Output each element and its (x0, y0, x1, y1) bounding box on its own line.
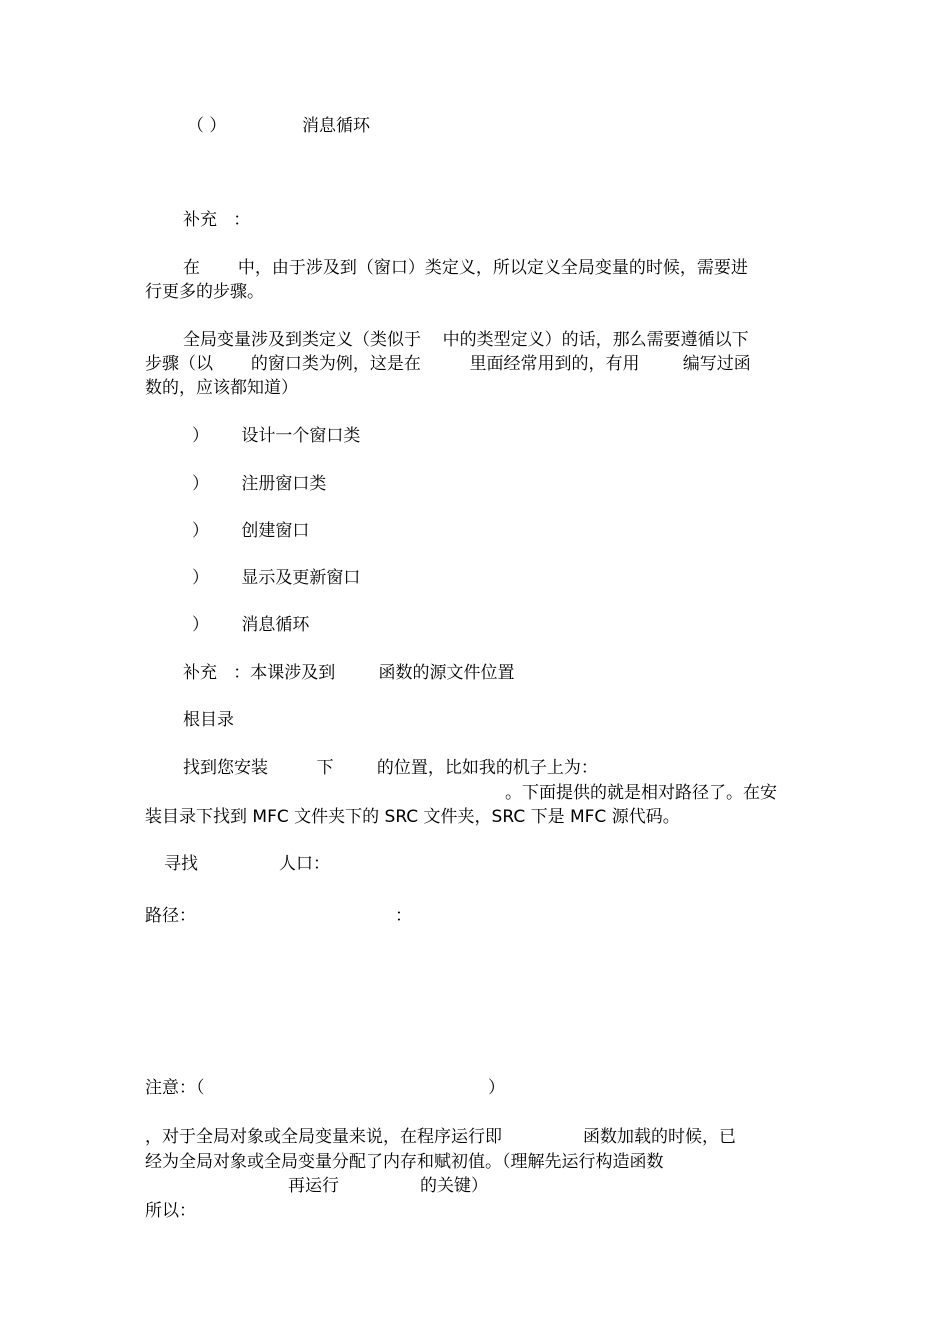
path-colon: ： (395, 906, 412, 926)
find-entry-label: 寻找 人口： (164, 854, 331, 874)
note-label: 注意：（ (145, 1078, 205, 1098)
step-item: ） 创建窗口 (192, 521, 310, 541)
paragraph-1-line-2: 行更多的步骤。 (145, 282, 264, 302)
step-item: ） 设计一个窗口类 (192, 426, 361, 446)
supplement-label: 补充 ： (183, 210, 251, 230)
step-item: ） 注册窗口类 (192, 474, 327, 494)
step-item: ） 消息循环 (192, 615, 310, 635)
paragraph-2-line-2: 步骤（以 的窗口类为例，这是在 里面经常用到的，有用 编写过函 (145, 354, 751, 374)
root-directory-label: 根目录 (183, 710, 234, 730)
note-paragraph-line-1: ，对于全局对象或全局变量来说，在程序运行即 函数加载的时候，已 (145, 1127, 737, 1147)
note-paragraph-line-3: 再运行 的关键） (288, 1176, 489, 1196)
paragraph-2-line-3: 数的，应该都知道） (145, 378, 298, 398)
note-close-paren: ） (488, 1078, 505, 1098)
heading-message-loop: （ ） 消息循环 (187, 116, 371, 136)
path-label: 路径： (145, 906, 196, 926)
supplement-source-location: 补充 ：本课涉及到 函数的源文件位置 (183, 663, 515, 683)
note-paragraph-line-2: 经为全局对象或全局变量分配了内存和赋初值。（理解先运行构造函数 (145, 1152, 664, 1172)
install-location-line-3: 装目录下找到 MFC 文件夹下的 SRC 文件夹，SRC 下是 MFC 源代码。 (145, 807, 680, 827)
install-location-line-1: 找到您安装 下 的位置，比如我的机子上为： (183, 758, 598, 778)
paragraph-2-line-1: 全局变量涉及到类定义（类似于 中的类型定义）的话，那么需要遵循以下 (183, 330, 749, 350)
install-location-line-2: 。下面提供的就是相对路径了。在安 (505, 783, 777, 803)
paragraph-1-line-1: 在 中，由于涉及到（窗口）类定义，所以定义全局变量的时候，需要进 (183, 258, 748, 278)
so-label: 所以： (145, 1201, 196, 1221)
step-item: ） 显示及更新窗口 (192, 568, 361, 588)
